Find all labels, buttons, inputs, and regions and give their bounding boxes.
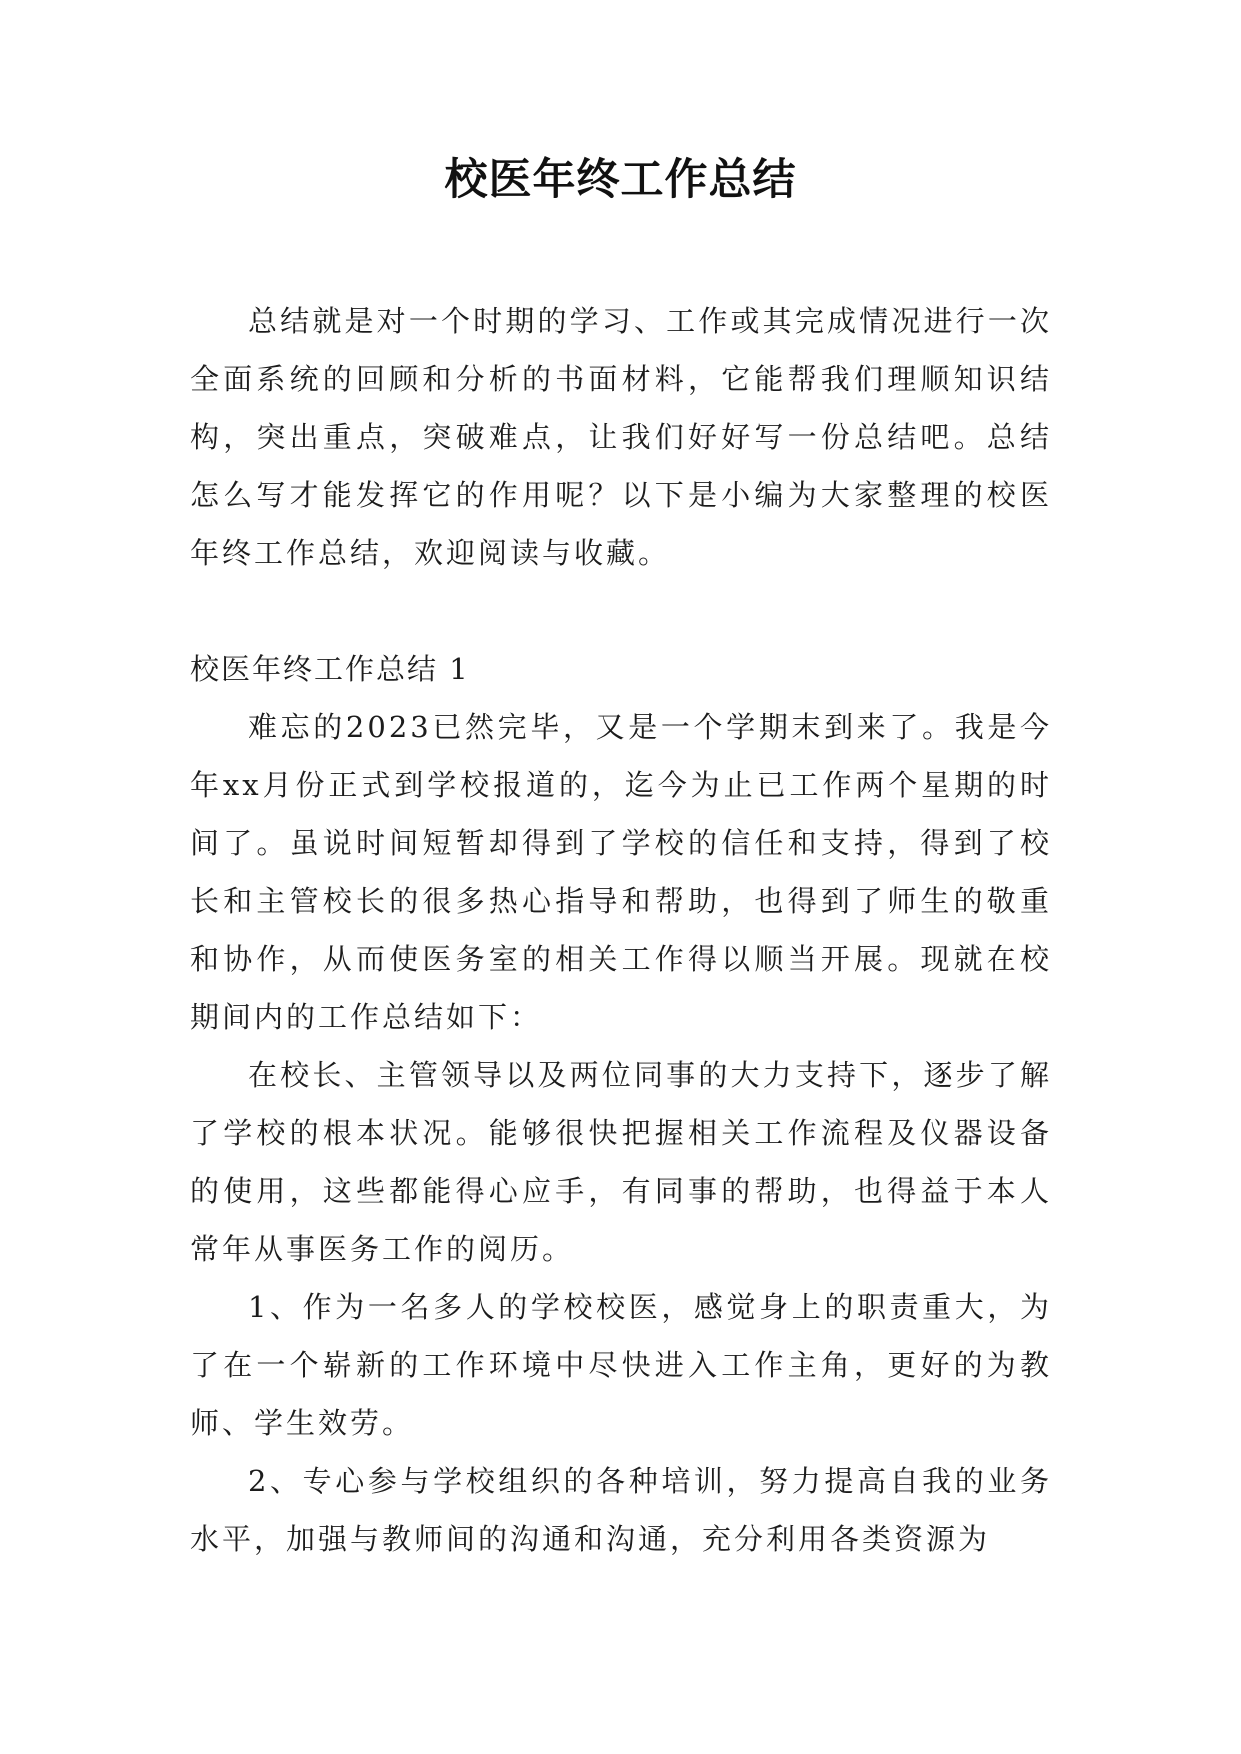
- section-heading: 校医年终工作总结 1: [190, 652, 470, 686]
- body-paragraph-2: 在校长、主管领导以及两位同事的大力支持下，逐步了解了学校的根本状况。能够很快把握相关工作流程及仪器设备的使用，这些都能得心应手，有同事的帮助，也得益于本人常年从事医务工作的阅历。: [190, 1058, 1052, 1266]
- intro-paragraph: 总结就是对一个时期的学习、工作或其完成情况进行一次全面系统的回顾和分析的书面材料，它能帮我们理顺知识结构，突出重点，突破难点，让我们好好写一份总结吧。总结怎么写才能发挥它的作用呢？以下是小编为大家整理的校医年终工作总结，欢迎阅读与收藏。: [190, 304, 1052, 570]
- body-paragraph-3: 1、作为一名多人的学校校医，感觉身上的职责重大，为了在一个崭新的工作环境中尽快进入工作主角，更好的为教师、学生效劳。: [190, 1290, 1052, 1440]
- document-title: 校医年终工作总结: [444, 155, 797, 205]
- document-body: [190, 292, 1052, 1568]
- body-paragraph-1: 难忘的2023已然完毕，又是一个学期末到来了。我是今年xx月份正式到学校报道的，迄今为止已工作两个星期的时间了。虽说时间短暂却得到了学校的信任和支持，得到了校长和主管校长的很多热心指导和帮助，也得到了师生的敬重和协作，从而使医务室的相关工作得以顺当开展。现就在校期间内的工作总结如下：: [190, 710, 1052, 1034]
- body-paragraph-4: 2、专心参与学校组织的各种培训，努力提高自我的业务水平，加强与教师间的沟通和沟通，充分利用各类资源为: [190, 1464, 1052, 1556]
